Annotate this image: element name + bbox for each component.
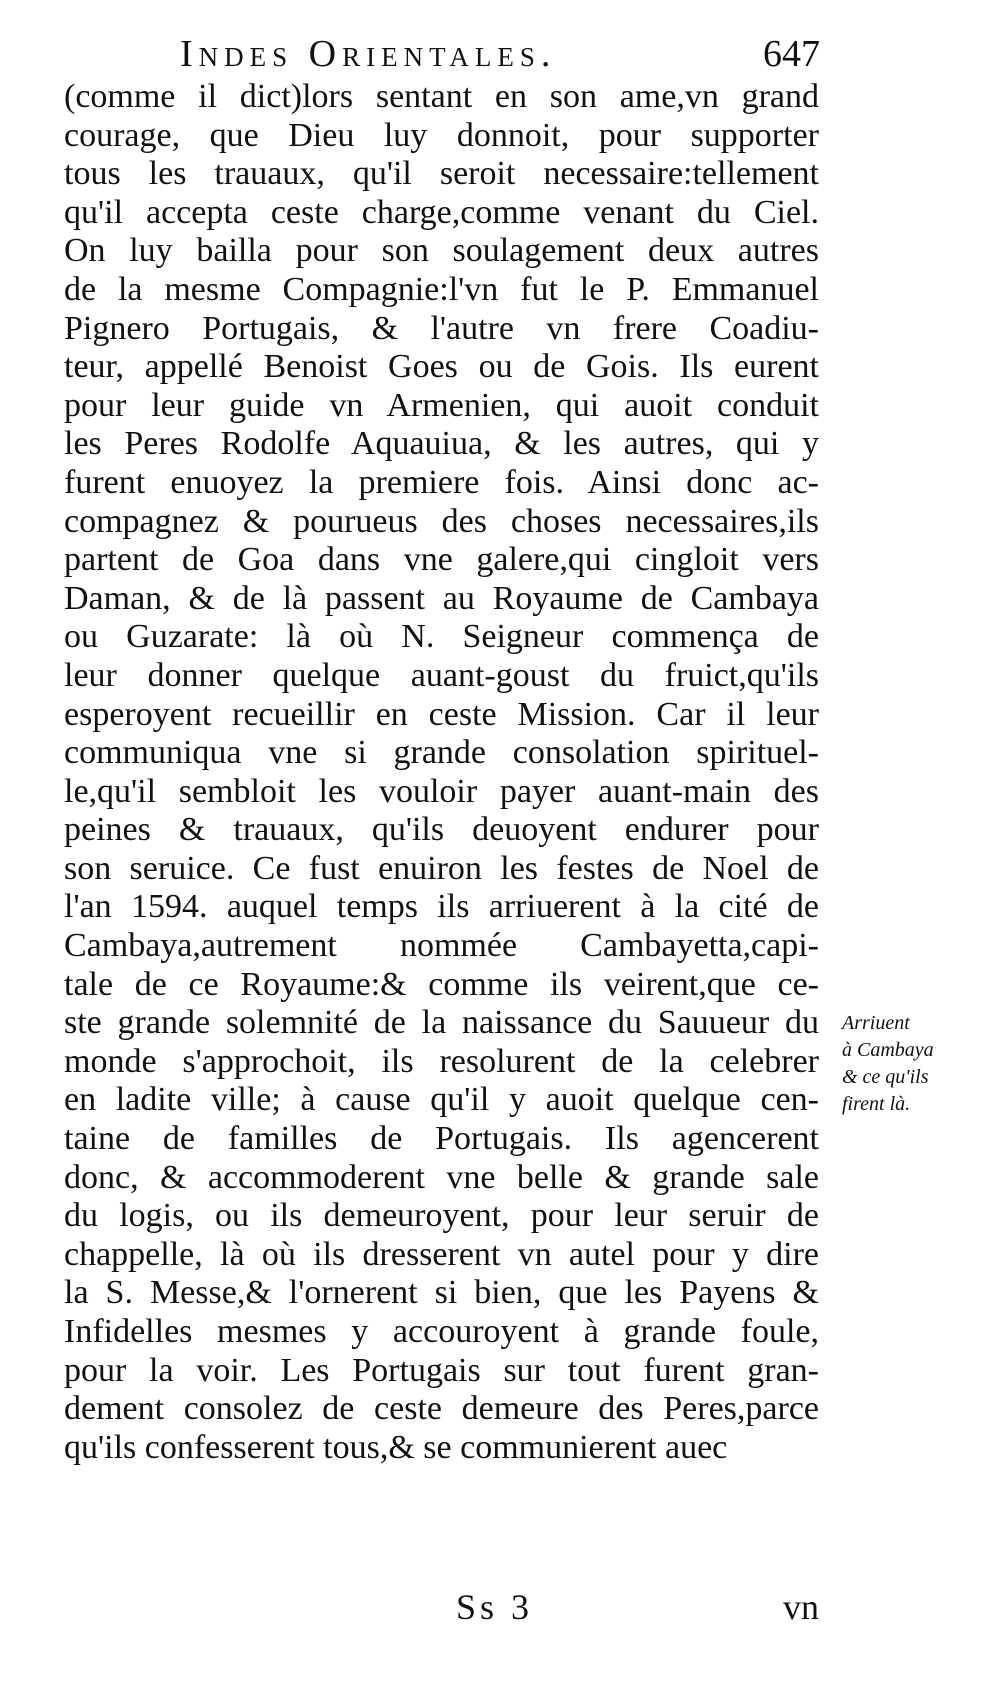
marginal-note-line: à Cambaya — [842, 1039, 934, 1061]
text-line: les Peres Rodolfe Aquauiua, & les autres, qui y — [64, 425, 819, 463]
text-line: On luy bailla pour son soulagement deux autres — [64, 232, 819, 270]
signature-mark: Ss 3 — [456, 1587, 534, 1627]
text-line: Pignero Portugais, & l'autre vn frere Coadiu- — [64, 309, 819, 347]
page-header — [180, 32, 820, 82]
text-line: donc, & accommoderent vne belle & grande sale — [64, 1158, 819, 1196]
text-line: du logis, ou ils demeuroyent, pour leur seruir de — [64, 1197, 819, 1235]
page-footer — [64, 1586, 819, 1630]
text-line: chappelle, là où ils dresserent vn autel pour y dire — [64, 1235, 819, 1273]
text-line: Daman, & de là passent au Royaume de Cambaya — [64, 579, 819, 617]
text-line: esperoyent recueillir en ceste Mission. Car il leur — [64, 695, 819, 733]
text-line: taine de familles de Portugais. Ils agencerent — [64, 1120, 819, 1158]
text-line: la S. Messe,& l'ornerent si bien, que les Payens & — [64, 1274, 819, 1312]
text-line: Infidelles mesmes y accouroyent à grande foule, — [64, 1313, 819, 1350]
text-line: ste grande solemnité de la naissance du Sauueur du — [64, 1004, 819, 1042]
catchword: vn — [783, 1587, 819, 1627]
text-line: peines & trauaux, qu'ils deuoyent endurer pour — [64, 811, 819, 849]
text-line: furent enuoyez la premiere fois. Ainsi donc ac- — [64, 463, 819, 501]
text-line: communiqua vne si grande consolation spirituel- — [64, 734, 819, 772]
text-line: leur donner quelque auant-goust du fruict,qu'ils — [64, 656, 819, 694]
text-line: tous les trauaux, qu'il seroit necessaire:tellement — [64, 155, 819, 193]
text-line: (comme il dict)lors sentant en son ame,vn grand — [64, 78, 819, 115]
text-line: pour la voir. Les Portugais sur tout furent gran- — [64, 1351, 819, 1389]
text-line: pour leur guide vn Armenien, qui auoit conduit — [64, 386, 819, 424]
text-line: ou Guzarate: là où N. Seigneur commença de — [64, 618, 819, 656]
marginal-note-line: & ce qu'ils — [842, 1066, 929, 1088]
running-title: Indes Orientales. — [180, 33, 557, 75]
text-line: l'an 1594. auquel temps ils arriuerent à la cité de — [64, 888, 819, 926]
text-line: tale de ce Royaume:& comme ils veirent,que ce- — [64, 965, 819, 1003]
page-number: 647 — [763, 33, 820, 75]
body-text — [64, 78, 819, 1467]
text-line: son seruice. Ce fust enuiron les festes de Noel de — [64, 849, 819, 887]
text-line: partent de Goa dans vne galere,qui cingloit vers — [64, 541, 819, 579]
text-line: qu'ils confesserent tous,& se communierent auec — [64, 1428, 728, 1466]
text-line: le,qu'il sembloit les vouloir payer auant-main des — [64, 772, 819, 810]
marginal-note-line: firent là. — [842, 1093, 911, 1115]
text-line: dement consolez de ceste demeure des Peres,parce — [64, 1390, 819, 1428]
text-line: teur, appellé Benoist Goes ou de Gois. Ils eurent — [64, 348, 819, 386]
marginal-note-line: Arriuent — [842, 1012, 910, 1034]
text-line: qu'il accepta ceste charge,comme venant du Ciel. — [64, 193, 819, 231]
marginal-note — [842, 1010, 962, 1118]
text-line: courage, que Dieu luy donnoit, pour supporter — [64, 116, 819, 154]
text-line: compagnez & pourueus des choses necessaires,ils — [64, 502, 819, 540]
text-line: Cambaya,autrement nommée Cambayetta,capi- — [64, 927, 819, 965]
text-line: de la mesme Compagnie:l'vn fut le P. Emmanuel — [64, 270, 819, 308]
text-line: en ladite ville; à cause qu'il y auoit quelque cen- — [64, 1081, 819, 1119]
text-line: monde s'approchoit, ils resolurent de la celebrer — [64, 1042, 819, 1080]
